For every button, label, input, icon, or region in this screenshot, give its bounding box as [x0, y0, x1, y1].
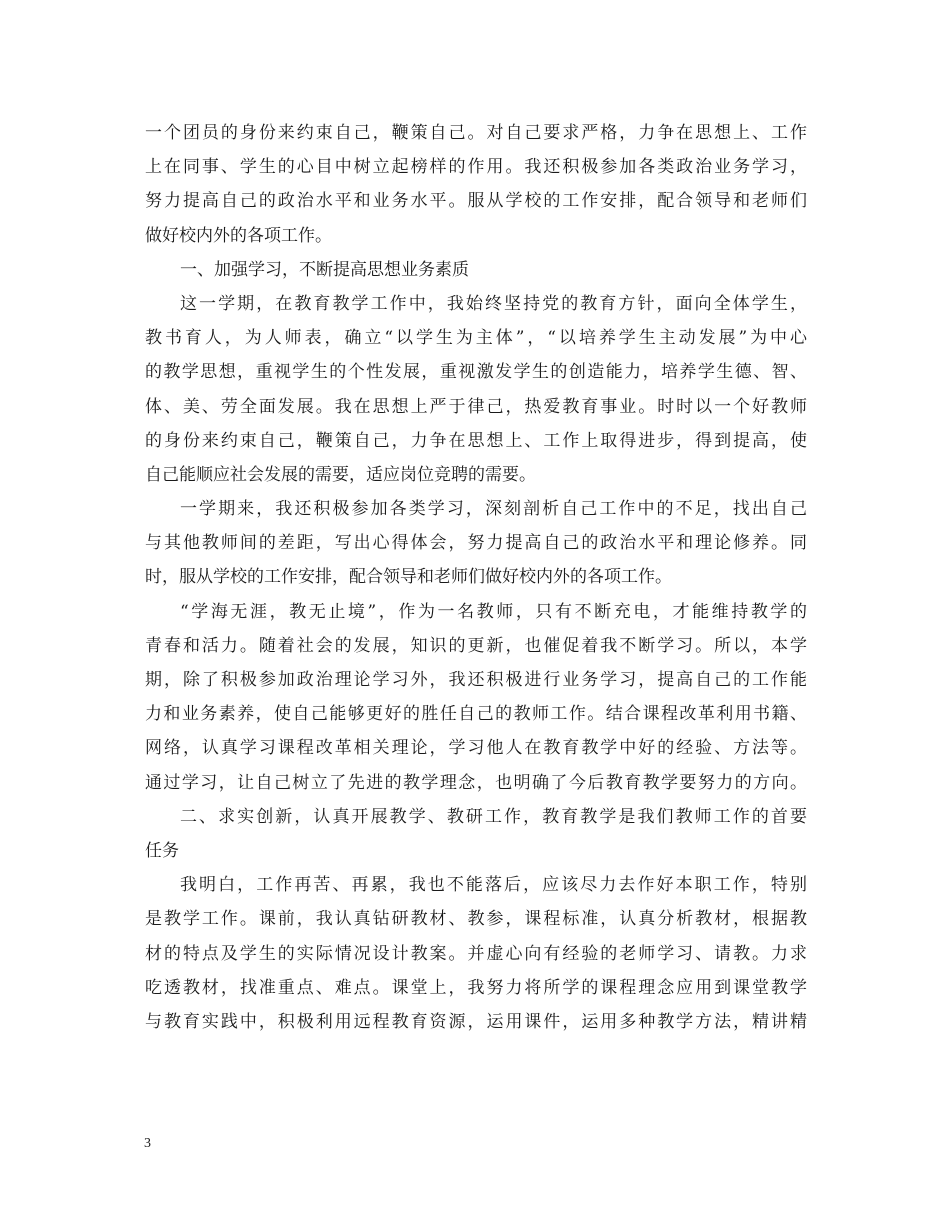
text-line: 我明白，工作再苦、再累，我也不能落后，应该尽力去作好本职工作，特别 [180, 875, 807, 896]
text-line: 做好校内外的各项工作。 [145, 225, 332, 246]
text-line: 教书育人，为人师表，确立“以学生为主体”，“以培养学生主动发展”为中心 [145, 328, 807, 349]
text-line: 期，除了积极参加政治理论学习外，我还积极进行业务学习，提高自己的工作能 [145, 670, 807, 690]
text-line: 力和业务素养，使自己能够更好的胜任自己的教师工作。结合课程改革利用书籍、 [145, 704, 807, 725]
text-line: 体、美、劳全面发展。我在思想上严于律己，热爱教育事业。时时以一个好教师 [145, 396, 807, 417]
text-line: 通过学习，让自己树立了先进的教学理念，也明确了今后教育教学要努力的方向。 [145, 772, 807, 793]
text-line: 一个团员的身份来约束自己，鞭策自己。对自己要求严格，力争在思想上、工作 [145, 123, 807, 143]
text-line: 这一学期，在教育教学工作中，我始终坚持党的教育方针，面向全体学生， [180, 293, 807, 314]
text-line: 的身份来约束自己，鞭策自己，力争在思想上、工作上取得进步，得到提高，使 [145, 430, 807, 451]
text-line: 任务 [145, 840, 179, 861]
text-line: 一、加强学习，不断提高思想业务素质 [180, 259, 469, 280]
text-line: 一学期来，我还积极参加各类学习，深刻剖析自己工作中的不足，找出自己 [180, 499, 807, 520]
text-line: “学海无涯，教无止境”，作为一名教师，只有不断充电，才能维持教学的 [180, 601, 807, 622]
text-line: 青春和活力。随着社会的发展，知识的更新，也催促着我不断学习。所以，本学 [145, 635, 807, 656]
text-line: 与其他教师间的差距，写出心得体会，努力提高自己的政治水平和理论修养。同 [145, 533, 807, 554]
text-line: 是教学工作。课前，我认真钻研教材、教参，课程标准，认真分析教材，根据教 [145, 909, 807, 930]
text-line: 自己能顺应社会发展的需要，适应岗位竞聘的需要。 [145, 464, 536, 485]
document-body [145, 116, 807, 1039]
text-line: 网络，认真学习课程改革相关理论，学习他人在教育教学中好的经验、方法等。 [145, 738, 807, 759]
page-number: 3 [144, 1136, 151, 1151]
text-line: 努力提高自己的政治水平和业务水平。服从学校的工作安排，配合领导和老师们 [145, 191, 807, 212]
text-line: 上在同事、学生的心目中树立起榜样的作用。我还积极参加各类政治业务学习， [145, 157, 807, 178]
text-line: 时，服从学校的工作安排，配合领导和老师们做好校内外的各项工作。 [145, 567, 672, 588]
text-line: 吃透教材，找准重点、难点。课堂上，我努力将所学的课程理念应用到课堂教学 [145, 977, 807, 998]
text-line: 的教学思想，重视学生的个性发展，重视激发学生的创造能力，培养学生德、智、 [145, 362, 807, 383]
text-line: 材的特点及学生的实际情况设计教案。并虚心向有经验的老师学习、请教。力求 [145, 943, 807, 964]
text-line: 与教育实践中，积极利用远程教育资源，运用课件，运用多种教学方法，精讲精 [145, 1011, 807, 1032]
text-line: 二、求实创新，认真开展教学、教研工作，教育教学是我们教师工作的首要 [180, 806, 807, 827]
